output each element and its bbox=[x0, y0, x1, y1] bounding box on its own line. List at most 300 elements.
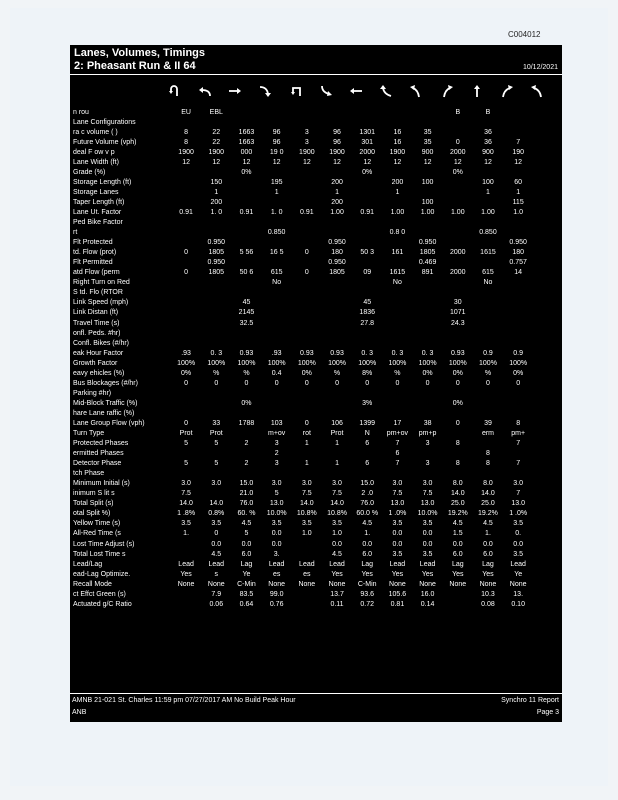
table-cell: 103 bbox=[270, 419, 283, 427]
table-cell: 1. bbox=[364, 530, 371, 538]
table-cell bbox=[322, 278, 352, 288]
wb-left-turn-icon bbox=[319, 84, 333, 98]
table-cell bbox=[171, 408, 201, 418]
table-cell bbox=[201, 278, 231, 288]
document-id: C004012 bbox=[508, 30, 541, 39]
row-label: Flt Protected bbox=[73, 239, 113, 247]
table-cell: 1 bbox=[274, 188, 279, 196]
table-cell: 3.5 bbox=[513, 550, 524, 558]
table-cell bbox=[171, 117, 201, 127]
table-cell: 35 bbox=[423, 138, 432, 146]
table-cell: Yes bbox=[421, 570, 434, 578]
table-row bbox=[70, 117, 533, 127]
wb-right-turn-icon bbox=[379, 84, 393, 98]
table-cell: 45 bbox=[363, 299, 372, 307]
table-cell: None bbox=[389, 580, 406, 588]
table-cell bbox=[352, 117, 382, 127]
table-cell: C-Min bbox=[237, 580, 256, 588]
table-cell: 0.850 bbox=[267, 229, 286, 237]
row-label: hare Lane raffic (%) bbox=[73, 409, 135, 417]
table-cell: 0% bbox=[241, 399, 252, 407]
table-cell bbox=[473, 308, 503, 318]
table-cell bbox=[231, 238, 261, 248]
table-cell: % bbox=[394, 369, 401, 377]
table-cell bbox=[413, 298, 443, 308]
table-cell: 3.5 bbox=[211, 520, 222, 528]
table-cell: 0.0 bbox=[483, 540, 493, 548]
table-cell: 0.10 bbox=[511, 600, 525, 608]
table-row bbox=[70, 519, 533, 529]
table-cell bbox=[171, 258, 201, 268]
table-cell: 3.5 bbox=[422, 550, 433, 558]
table-cell: 0 bbox=[304, 249, 309, 257]
table-cell: 14 bbox=[514, 269, 523, 277]
table-cell: 3.0 bbox=[181, 480, 191, 488]
table-cell: 12 bbox=[363, 158, 372, 166]
table-cell bbox=[443, 388, 473, 398]
table-cell bbox=[473, 117, 503, 127]
table-row bbox=[70, 278, 533, 288]
table-cell: 6.0 bbox=[241, 550, 252, 558]
table-row bbox=[70, 167, 533, 177]
table-cell: 1 bbox=[335, 460, 339, 468]
table-cell bbox=[171, 338, 201, 348]
table-cell: None bbox=[298, 580, 316, 588]
table-cell bbox=[473, 408, 503, 418]
table-cell: pm+p bbox=[418, 430, 437, 438]
table-cell bbox=[352, 469, 382, 479]
table-cell bbox=[201, 408, 231, 418]
table-cell bbox=[413, 187, 443, 197]
table-cell bbox=[292, 449, 322, 459]
table-cell bbox=[171, 177, 201, 187]
table-cell: 1788 bbox=[238, 419, 255, 427]
table-cell: No bbox=[272, 279, 282, 287]
table-cell bbox=[413, 449, 443, 459]
table-cell: 195 bbox=[270, 178, 283, 186]
table-cell: 7.5 bbox=[422, 490, 433, 498]
table-cell bbox=[231, 107, 261, 117]
table-cell: 7 bbox=[395, 460, 400, 468]
table-cell bbox=[473, 398, 503, 408]
table-cell bbox=[443, 177, 473, 187]
table-cell: 8 bbox=[455, 460, 460, 468]
table-cell: 2 .0 bbox=[361, 490, 374, 498]
row-label: rt bbox=[73, 229, 78, 237]
table-cell: 0. 3 bbox=[210, 349, 223, 357]
table-cell: 1900 bbox=[329, 148, 345, 156]
table-cell bbox=[443, 288, 473, 298]
table-cell bbox=[322, 167, 352, 177]
table-cell bbox=[262, 318, 292, 328]
table-cell: 1.0 bbox=[513, 208, 524, 216]
table-cell: 12 bbox=[453, 158, 462, 166]
table-cell: 96 bbox=[333, 128, 341, 136]
table-cell: None bbox=[328, 580, 346, 588]
table-cell bbox=[231, 228, 261, 238]
table-cell: 900 bbox=[421, 148, 434, 156]
table-cell: .93 bbox=[271, 349, 282, 357]
table-cell bbox=[201, 298, 231, 308]
table-cell bbox=[231, 449, 261, 459]
table-cell bbox=[171, 469, 201, 479]
table-cell: 0.850 bbox=[479, 229, 497, 237]
table-cell: 4.5 bbox=[332, 550, 342, 558]
table-cell: 0 bbox=[455, 419, 460, 427]
table-cell: 0.06 bbox=[209, 600, 224, 608]
table-cell: 1. 0 bbox=[210, 208, 223, 216]
table-cell: 100% bbox=[328, 359, 346, 367]
table-cell: es bbox=[303, 570, 311, 578]
row-label: Minimum Initial (s) bbox=[73, 480, 130, 488]
eb-left-turn-icon bbox=[198, 84, 212, 98]
table-cell: 0 bbox=[184, 249, 189, 257]
table-cell bbox=[231, 187, 261, 197]
table-cell bbox=[262, 408, 292, 418]
table-cell: 0.0 bbox=[241, 540, 252, 548]
table-cell: 0.950 bbox=[328, 239, 346, 247]
row-label: Link Speed (mph) bbox=[73, 299, 129, 307]
table-cell: 15.0 bbox=[360, 480, 375, 488]
table-cell: 0.950 bbox=[328, 259, 346, 267]
table-cell: 12 bbox=[242, 158, 251, 166]
table-cell: 7.5 bbox=[332, 490, 342, 498]
table-cell: 0 bbox=[214, 379, 219, 387]
table-cell: 0.91 bbox=[179, 208, 193, 216]
table-cell bbox=[473, 238, 503, 248]
table-cell: 0.950 bbox=[207, 259, 226, 267]
table-cell bbox=[262, 469, 292, 479]
table-cell: 0.469 bbox=[418, 259, 437, 267]
table-cell bbox=[231, 197, 261, 207]
table-cell: 1399 bbox=[359, 419, 375, 427]
table-cell: 0% bbox=[452, 399, 463, 407]
table-row bbox=[70, 328, 533, 338]
table-row bbox=[70, 449, 533, 459]
table-cell: 100% bbox=[358, 359, 377, 367]
table-cell bbox=[262, 298, 292, 308]
table-row bbox=[70, 469, 533, 479]
table-cell bbox=[413, 398, 443, 408]
table-cell: 45 bbox=[242, 299, 251, 307]
table-cell bbox=[413, 318, 443, 328]
table-cell bbox=[292, 408, 322, 418]
table-cell: 0 bbox=[395, 379, 400, 387]
table-cell: 7 bbox=[516, 138, 521, 146]
table-cell: B bbox=[485, 108, 491, 116]
footer-scenario: AMNB 21-021 St. Charles 11:59 pm 07/27/2017 AM No Build Peak Hour bbox=[72, 697, 296, 704]
table-cell bbox=[503, 318, 533, 328]
table-cell: Lag bbox=[361, 560, 374, 568]
table-cell: Lead bbox=[510, 560, 526, 568]
table-cell: None bbox=[509, 580, 527, 588]
table-cell: 0 bbox=[365, 379, 370, 387]
table-cell: 6 bbox=[365, 440, 370, 448]
table-cell bbox=[352, 328, 382, 338]
table-cell: 1 .0% bbox=[388, 510, 407, 518]
table-cell bbox=[443, 328, 473, 338]
table-cell: 16 5 bbox=[269, 249, 284, 257]
table-cell: 13.0 bbox=[511, 500, 525, 508]
table-cell: 1805 bbox=[329, 269, 345, 277]
table-cell: 8.0 bbox=[452, 480, 463, 488]
table-cell bbox=[231, 218, 261, 228]
table-cell: 0% bbox=[301, 369, 312, 377]
table-cell bbox=[171, 197, 201, 207]
row-label: Turn Type bbox=[73, 430, 105, 438]
table-cell: 900 bbox=[482, 148, 494, 156]
table-row bbox=[70, 127, 533, 137]
table-cell bbox=[262, 167, 292, 177]
table-cell: 0 bbox=[425, 379, 430, 387]
eb-through-icon bbox=[228, 84, 242, 98]
intersection-name: 2: Pheasant Run & II 64 bbox=[74, 60, 196, 72]
table-cell: 3 bbox=[274, 460, 279, 468]
table-cell: 1. 0 bbox=[270, 208, 283, 216]
table-cell: 1 bbox=[335, 440, 339, 448]
table-cell bbox=[322, 388, 352, 398]
table-row bbox=[70, 338, 533, 348]
table-cell: 1900 bbox=[178, 148, 194, 156]
table-row bbox=[70, 248, 533, 258]
table-cell: Lead bbox=[419, 560, 436, 568]
table-cell: 16 bbox=[393, 138, 402, 146]
table-cell: 1 bbox=[304, 460, 309, 468]
row-label: Storage Lanes bbox=[73, 188, 119, 196]
table-cell bbox=[352, 177, 382, 187]
table-cell: 25.0 bbox=[450, 500, 465, 508]
table-row bbox=[70, 559, 533, 569]
table-cell: 93.6 bbox=[360, 590, 375, 598]
row-label: eavy ehicles (%) bbox=[73, 369, 125, 377]
table-cell bbox=[473, 338, 503, 348]
table-row bbox=[70, 258, 533, 268]
table-cell: 4.5 bbox=[483, 520, 493, 528]
table-cell: 2 bbox=[274, 450, 279, 458]
table-cell: 5 56 bbox=[239, 249, 254, 257]
header-divider bbox=[70, 74, 562, 75]
table-cell: 3.5 bbox=[513, 520, 524, 528]
table-cell: 3.0 bbox=[513, 480, 524, 488]
table-cell: 25.0 bbox=[481, 500, 495, 508]
table-cell: 13.0 bbox=[390, 500, 405, 508]
table-cell: 96 bbox=[272, 128, 281, 136]
table-cell bbox=[322, 308, 352, 318]
table-cell: 7 bbox=[516, 490, 521, 498]
row-label: Link Distan (ft) bbox=[73, 309, 119, 317]
table-cell: 12 bbox=[484, 158, 492, 166]
table-cell bbox=[413, 308, 443, 318]
table-cell: 200 bbox=[331, 178, 343, 186]
table-cell bbox=[262, 398, 292, 408]
wb-u-turn-icon bbox=[289, 84, 303, 98]
table-row bbox=[70, 308, 533, 318]
table-cell: 83.5 bbox=[239, 590, 254, 598]
table-cell: 2 bbox=[244, 440, 249, 448]
table-cell bbox=[322, 398, 352, 408]
table-cell bbox=[171, 228, 201, 238]
table-cell: 60.0 % bbox=[356, 510, 379, 518]
table-cell bbox=[322, 449, 352, 459]
table-cell: 3.0 bbox=[332, 480, 342, 488]
table-cell: 3.5 bbox=[392, 520, 403, 528]
table-cell: 3.5 bbox=[332, 520, 342, 528]
row-label: Total Lost Time s bbox=[73, 550, 126, 558]
table-cell bbox=[231, 328, 261, 338]
table-cell bbox=[382, 107, 412, 117]
table-cell: 3 bbox=[304, 138, 309, 146]
table-cell: 13.0 bbox=[269, 500, 284, 508]
table-cell bbox=[473, 298, 503, 308]
table-cell: C-Min bbox=[357, 580, 377, 588]
table-cell bbox=[231, 408, 261, 418]
table-cell bbox=[443, 589, 473, 599]
row-label: Bus Blockages (#/hr) bbox=[73, 379, 138, 387]
table-row bbox=[70, 579, 533, 589]
table-cell: 16 bbox=[393, 128, 402, 136]
table-cell bbox=[352, 278, 382, 288]
table-cell: 6.0 bbox=[452, 550, 463, 558]
row-label: Protected Phases bbox=[73, 440, 129, 448]
table-cell bbox=[352, 187, 382, 197]
table-cell bbox=[352, 338, 382, 348]
table-cell: 99.0 bbox=[269, 590, 284, 598]
table-cell: None bbox=[419, 580, 436, 588]
table-cell bbox=[382, 197, 412, 207]
table-cell: 200 bbox=[210, 198, 223, 206]
table-cell: 100 bbox=[421, 198, 434, 206]
table-cell: 0.72 bbox=[360, 600, 375, 608]
table-cell bbox=[292, 278, 322, 288]
table-cell bbox=[473, 258, 503, 268]
table-cell: 2 bbox=[244, 460, 249, 468]
row-label: atd Flow (perm bbox=[73, 269, 120, 277]
table-cell bbox=[231, 429, 261, 439]
table-cell: 10.0% bbox=[417, 510, 438, 518]
table-cell: 0.93 bbox=[330, 349, 344, 357]
table-cell bbox=[322, 298, 352, 308]
table-cell: None bbox=[207, 580, 225, 588]
table-cell: EU bbox=[181, 108, 191, 116]
table-cell: 100% bbox=[267, 359, 286, 367]
table-row bbox=[70, 418, 533, 428]
table-cell: 76.0 bbox=[360, 500, 375, 508]
table-cell: No bbox=[392, 279, 402, 287]
table-cell bbox=[262, 117, 292, 127]
table-cell: 5 bbox=[214, 460, 219, 468]
table-cell bbox=[201, 449, 231, 459]
table-cell: 17 bbox=[393, 419, 402, 427]
table-cell: 96 bbox=[272, 138, 281, 146]
table-cell bbox=[443, 218, 473, 228]
footer-page-number: Page 3 bbox=[536, 709, 559, 716]
table-cell bbox=[503, 328, 533, 338]
table-cell: 0% bbox=[181, 369, 192, 377]
row-label: deal F ow v p bbox=[73, 148, 115, 156]
table-cell bbox=[503, 107, 533, 117]
table-cell bbox=[413, 408, 443, 418]
table-cell: 615 bbox=[482, 269, 494, 277]
table-cell: 100% bbox=[418, 359, 437, 367]
table-cell: pm+ov bbox=[386, 430, 409, 438]
table-cell: 35 bbox=[423, 128, 432, 136]
table-cell bbox=[443, 449, 473, 459]
table-cell: Prot bbox=[330, 430, 344, 438]
table-cell: Yes bbox=[391, 570, 404, 578]
table-cell: 6.0 bbox=[362, 550, 373, 558]
table-cell bbox=[201, 218, 231, 228]
table-cell bbox=[292, 197, 322, 207]
table-row bbox=[70, 177, 533, 187]
table-row bbox=[70, 599, 533, 609]
table-cell bbox=[352, 107, 382, 117]
table-cell: 190 bbox=[512, 148, 524, 156]
table-cell: 1.00 bbox=[330, 208, 344, 216]
table-cell: 7 bbox=[516, 440, 521, 448]
row-label: Confl. Bikes (#/hr) bbox=[73, 339, 130, 347]
table-cell: B bbox=[455, 108, 461, 116]
table-cell: 0.08 bbox=[481, 600, 495, 608]
table-cell: 3.5 bbox=[422, 520, 433, 528]
table-row bbox=[70, 207, 533, 217]
table-cell bbox=[443, 127, 473, 137]
table-cell: Ye bbox=[514, 570, 523, 578]
table-cell: 0.11 bbox=[330, 600, 344, 608]
table-cell: 3.0 bbox=[301, 480, 312, 488]
table-cell: % bbox=[243, 369, 250, 377]
table-cell bbox=[171, 388, 201, 398]
table-cell: 0.91 bbox=[300, 208, 314, 216]
table-cell: 7.5 bbox=[301, 490, 312, 498]
table-cell bbox=[171, 449, 201, 459]
table-cell: Lag bbox=[240, 560, 253, 568]
table-cell: 0.950 bbox=[509, 239, 527, 247]
table-cell bbox=[231, 288, 261, 298]
table-cell: 7.9 bbox=[211, 590, 222, 598]
table-cell bbox=[413, 117, 443, 127]
row-label: onfl. Peds. #hr) bbox=[73, 329, 121, 337]
table-row bbox=[70, 388, 533, 398]
table-row bbox=[70, 378, 533, 388]
row-label: ra c volume ( ) bbox=[73, 128, 118, 136]
scanned-page bbox=[10, 8, 608, 786]
table-cell: 106 bbox=[331, 419, 343, 427]
table-cell bbox=[382, 288, 412, 298]
table-cell: 1805 bbox=[208, 249, 225, 257]
table-cell bbox=[231, 278, 261, 288]
table-cell: 12 bbox=[182, 158, 190, 166]
table-cell: 0 bbox=[184, 419, 189, 427]
table-cell bbox=[262, 197, 292, 207]
table-cell: 0 bbox=[486, 379, 490, 387]
table-cell bbox=[382, 398, 412, 408]
table-cell bbox=[413, 167, 443, 177]
row-label: Storage Length (ft) bbox=[73, 178, 132, 186]
table-cell bbox=[201, 469, 231, 479]
table-cell: EBL bbox=[209, 108, 223, 116]
table-cell: 8 bbox=[455, 440, 460, 448]
table-cell: 3.0 bbox=[271, 480, 282, 488]
row-label: ermitted Phases bbox=[73, 450, 124, 458]
table-cell bbox=[201, 338, 231, 348]
table-cell bbox=[413, 388, 443, 398]
table-cell: 100% bbox=[297, 359, 316, 367]
table-cell: 3.0 bbox=[392, 480, 403, 488]
table-cell bbox=[503, 298, 533, 308]
table-cell: 8 bbox=[184, 128, 189, 136]
table-cell: 19.2% bbox=[447, 510, 468, 518]
table-cell: 2145 bbox=[238, 309, 255, 317]
